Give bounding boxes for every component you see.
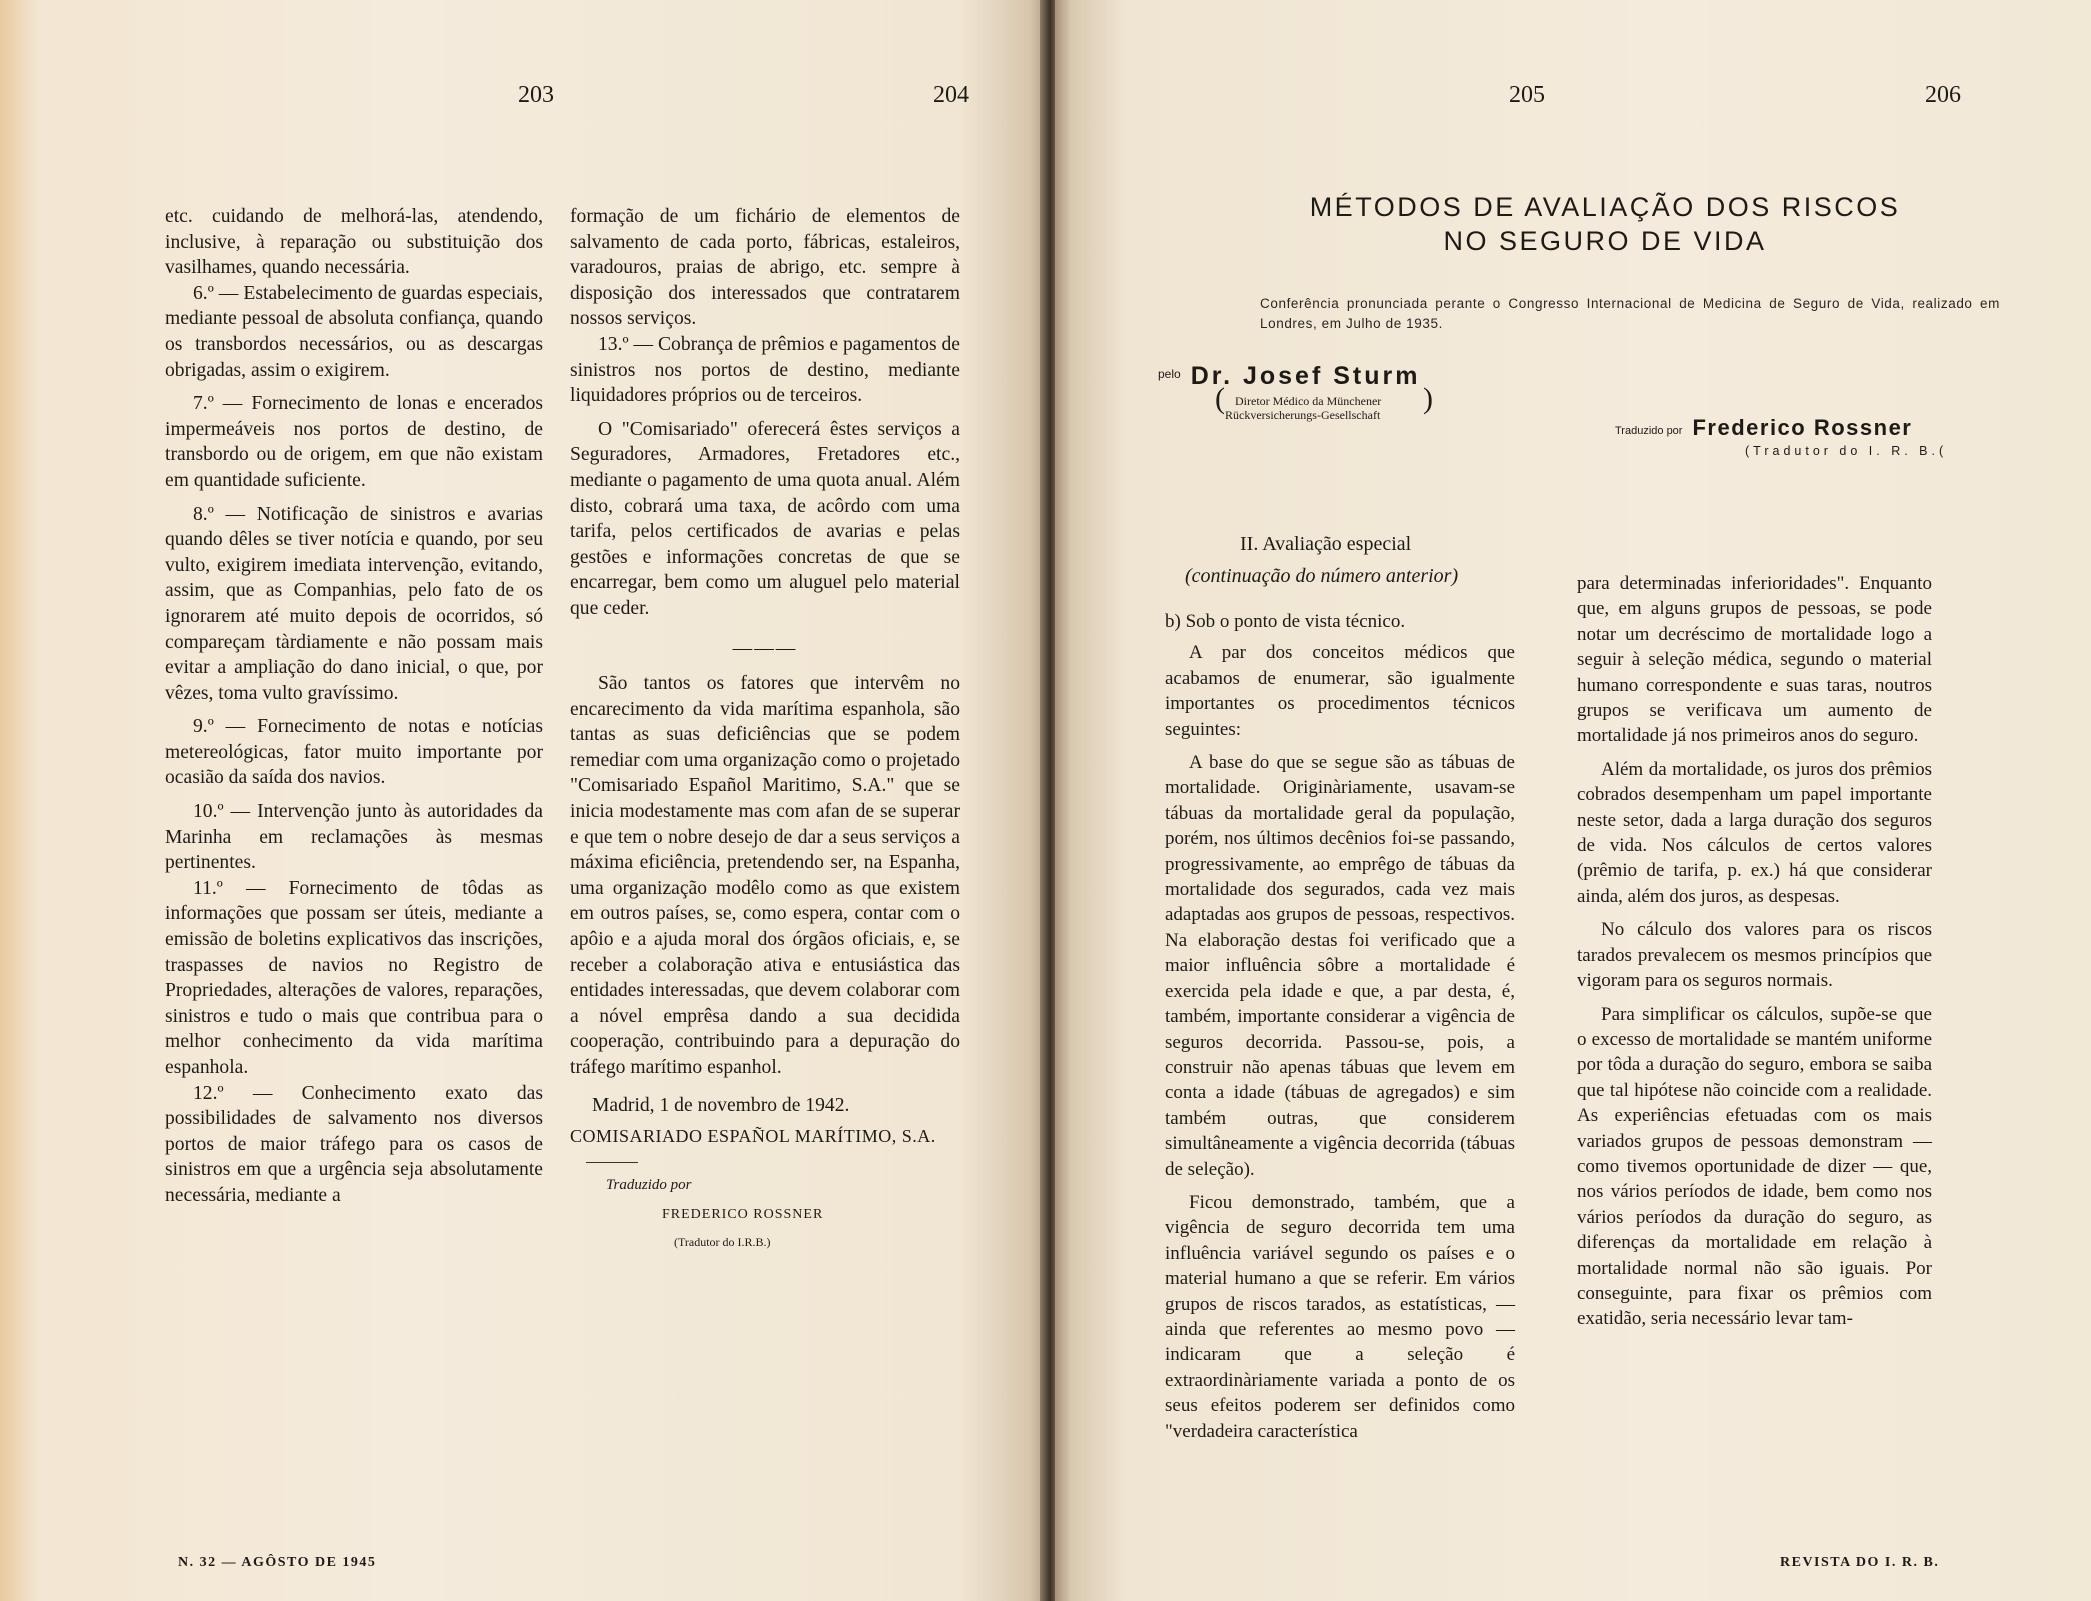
paragraph-item-8: 8.º — Notificação de sinistros e avarias quando dêles se tiver notícia e quando, por seu vulto, exigirem imediata intervenção, evitando, assim, que as Companhias, pelo fato de os ignorarem até muito depois de ocorridos, só compareçam tàrdiamente e não possam mais evitar a ampliação do dano inicial, o que, por vêzes, toma vulto gravíssimo. xyxy=(165,503,543,704)
date-line: Madrid, 1 de novembro de 1942. xyxy=(592,1094,850,1116)
author-line xyxy=(1158,362,1420,391)
paragraph-comisariado: O "Comisariado" oferecerá êstes serviços a Seguradores, Armadores, Fretadores etc., mediante o pagamento de uma quota anual. Além disto, cobrará uma taxa, de acôrdo com uma tarifa, pelos certificados de avarias e pelas gestões e informações concretas de que se encarregar, bem como um aluguel pelo material que ceder. xyxy=(570,418,960,619)
section-separator: ——— xyxy=(732,637,798,659)
right-page xyxy=(1055,0,2091,1601)
page-number-204: 204 xyxy=(933,82,969,108)
affiliation-line-1: Diretor Médico da Münchener xyxy=(1235,394,1382,408)
paragraph-item-11: 11.º — Fornecimento de tôdas as informações que possam ser úteis, mediante a emissão de boletins explicativos das inscrições, traspasses de navios no Registro de Propriedades, alterações de valores, reparações, sinistros e tudo o mais que contribua para o melhor conhecimento da vida marítima espanhola. xyxy=(165,877,543,1078)
translator-role: (Tradutor do I.R.B.) xyxy=(674,1234,771,1249)
article-title xyxy=(1175,190,2035,258)
title-line-2: NO SEGURO DE VIDA xyxy=(1443,226,1767,256)
paragraph: Para simplificar os cálculos, supõe-se que o excesso de mortalidade se mantém uniforme por tôda a duração do seguro, embora se saiba que tal hipótese não coincide com a realidade. As experiências efetuadas com os mais variados grupos de pessoas demonstram — como tivemos oportunidade de dizer — que, nos vários períodos de idade, bem como nos vários períodos da duração do seguro, as diferenças da mortalidade em relação à mortalidade normal não são iguais. Por conseguinte, para fixar os prêmios com exatidão, seria necessário levar tam- xyxy=(1577,1003,1932,1330)
continuation-note: (continuação do número anterior) xyxy=(1185,565,1459,587)
open-paren: ( xyxy=(1215,382,1225,415)
paragraph-item-6: 6.º — Estabelecimento de guardas especiais, mediante pessoal de absoluta confiança, quando os transbordos necessários, ou as descargas obrigadas, assim o exigirem. xyxy=(165,282,543,381)
paragraph-item-13: 13.º — Cobrança de prêmios e pagamentos de sinistros nos portos de destino, mediante liquidadores próprios ou de terceiros. xyxy=(570,333,960,407)
left-column-1 xyxy=(165,204,543,1209)
paragraph-item-10: 10.º — Intervenção junto às autoridades da Marinha em reclamações às mesmas pertinentes. xyxy=(165,801,543,874)
page-number-203: 203 xyxy=(518,82,554,108)
translated-by-label: Traduzido por xyxy=(606,1176,692,1193)
paragraph: para determinadas inferioridades". Enquanto que, em alguns grupos de pessoas, se pode notar um decréscimo de mortalidade logo a seguir à seleção médica, segundo o material humano correspondente e suas taras, noutros grupos se verificava um aumento de mortalidade já nos primeiros anos do seguro. xyxy=(1577,573,1932,747)
signature-block xyxy=(570,1093,960,1256)
translator-name: Frederico Rossner xyxy=(1692,415,1913,440)
paragraph-item-9: 9.º — Fornecimento de notas e notícias metereológicas, fator muito importante por ocasião da saída dos navios. xyxy=(165,716,543,789)
paragraph-closing: São tantos os fatores que intervêm no encarecimento da vida marítima espanhola, são tantas as suas deficiências que se podem remediar com uma organização como o projetado "Comisariado Español Maritimo, S.A." que se inicia modestamente mas com afan de se superar e que tem o nobre desejo de dar a seus serviços a máxima eficiência, pretendendo ser, na Espanha, uma organização modêlo como as que existem em outros países, se, como espera, contar com o apôio e a ajuda moral dos órgãos oficiais, e, se receber a colaboração ativa e entusiástica das entidades interessadas, que devem colaborar com a nóvel emprêsa dando a sua decidida cooperação, contribuindo para a depuração do tráfego marítimo espanhol. xyxy=(570,673,960,1078)
paragraph: No cálculo dos valores para os riscos tarados prevalecem os mesmos princípios que vigoram para os seguros normais. xyxy=(1577,919,1932,992)
paragraph: Ficou demonstrado, também, que a vigência de seguro decorrida tem uma influência variável segundo os países e o material humano a que se referir. Em vários grupos de riscos tarados, as estatísticas, — ainda que referentes ao mesmo povo — indicaram que a seleção é extraordinàriamente variada a ponto de os seus efeitos poderem ser definidos como "verdadeira característica xyxy=(1165,1191,1515,1442)
translator-line xyxy=(1615,415,1912,441)
paragraph-item-12: 12.º — Conhecimento exato das possibilidades de salvamento nos diversos portos de maior tráfego para os casos de sinistros em que a urgência seja absolutamente necessária, mediante a xyxy=(165,1082,543,1206)
translator-name: FREDERICO ROSSNER xyxy=(662,1207,824,1223)
paragraph-item-7: 7.º — Fornecimento de lonas e encerados impermeáveis nos portos de destino, de transbordo ou de origem, em que não existam em quantidade suficiente. xyxy=(165,393,543,491)
right-footer: REVISTA DO I. R. B. xyxy=(1780,1555,1940,1570)
paragraph: formação de um fichário de elementos de salvamento de cada porto, fábricas, estaleiros, varadouros, praias de abrigo, etc. sempre à disposição dos interessados que contratarem nossos serviços. xyxy=(570,206,960,330)
page-number-205: 205 xyxy=(1509,82,1545,108)
author-prefix: pelo xyxy=(1158,366,1181,381)
section-heading: II. Avaliação especial xyxy=(1240,533,1412,555)
left-column-2 xyxy=(570,204,960,1256)
close-paren: ) xyxy=(1423,382,1433,415)
subsection-heading: b) Sob o ponto de vista técnico. xyxy=(1165,611,1406,632)
paragraph: A par dos conceitos médicos que acabamos de enumerar, são igualmente importantes os procedimentos técnicos seguintes: xyxy=(1165,642,1515,740)
page-number-206: 206 xyxy=(1925,82,1961,108)
paragraph: etc. cuidando de melhorá-las, atendendo, inclusive, à reparação ou substituição dos vasilhames, quando necessária. xyxy=(165,206,543,279)
author-affiliation xyxy=(1215,382,1433,422)
divider-line xyxy=(586,1162,638,1163)
translated-label: Traduzido por xyxy=(1615,424,1683,437)
right-column-2 xyxy=(1577,571,1932,1332)
org-line: COMISARIADO ESPAÑOL MARÍTIMO, S.A. xyxy=(570,1126,936,1147)
paragraph: Além da mortalidade, os juros dos prêmios cobrados desempenham um papel importante neste setor, dada a larga duração dos seguros de vida. Nos cálculos de certos valores (prêmio de tarifa, p. ex.) há que considerar ainda, além dos juros, as despesas. xyxy=(1577,758,1932,907)
affiliation-line-2: Rückversicherungs-Gesellschaft xyxy=(1225,408,1381,422)
left-footer: N. 32 — AGÔSTO DE 1945 xyxy=(178,1555,377,1570)
author-name: Dr. Josef Sturm xyxy=(1190,362,1421,390)
title-line-1: MÉTODOS DE AVALIAÇÃO DOS RISCOS xyxy=(1309,192,1901,222)
conference-note: Conferência pronunciada perante o Congresso Internacional de Medicina de Seguro de Vida, realizado em Londres, em Julho de 1935. xyxy=(1260,296,2000,331)
right-column-1 xyxy=(1165,609,1515,1444)
paragraph: A base do que se segue são as tábuas de mortalidade. Originàriamente, usavam-se tábuas da mortalidade geral da população, porém, nos últimos decênios foi-se passando, progressivamente, ao emprêgo de tábuas da mortalidade dos segurados, cada vez mais adaptadas aos grupos de pessoas, respectivos. Na elaboração destas foi verificado que a maior influência sôbre a mortalidade é exercida pela idade e que, a par desta, é, também, importante considerar a vigência de seguros decorrida. Passou-se, pois, a construir não apenas tábuas que levem em conta a idade (tábuas de agregados) e sim também outras, que considerem simultâneamente a vigência decorrida (tábuas de seleção). xyxy=(1165,752,1515,1180)
translator-role: (Tradutor do I. R. B.( xyxy=(1745,444,1948,458)
